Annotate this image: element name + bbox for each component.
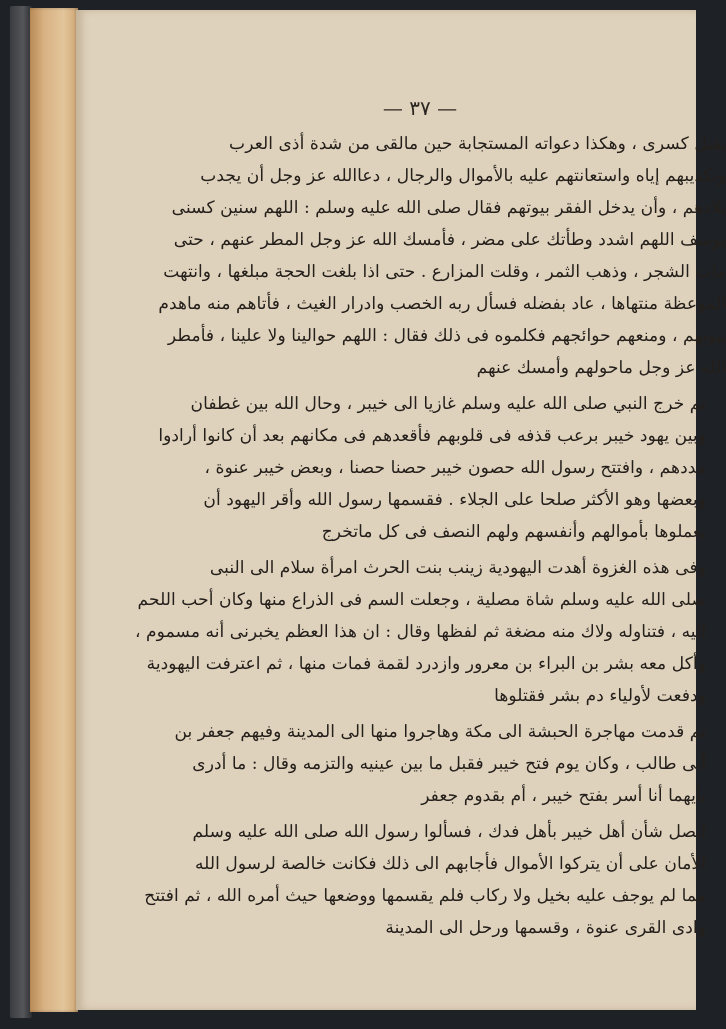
text-line: ثم خرج النبي صلى الله عليه وسلم غازيا الى خيبر ، وحال الله بين غطفان [190,394,706,414]
text-line: وأكل معه بشر بن البراء بن معرور وازدرد لقمة فمات منها ، ثم اعترفت اليهودية [146,654,706,674]
text-line: أبى طالب ، وكان يوم فتح خيبر فقبل ما بين عينيه والتزمه وقال : ما أدرى [192,754,706,774]
page-text [135,128,726,948]
text-line: بيوتهم ، ومنعهم حوائجهم فكلموه فى ذلك فقال : اللهم حوالينا ولا علينا ، فأمطر [167,326,726,346]
paragraph-5 [144,816,726,944]
text-line: الموعظة منتهاها ، عاد بفضله فسأل ربه الخصب وادرار الغيث ، فأتاهم منه ماهدم [158,294,726,314]
text-line: بلادهم ، وأن يدخل الفقر بيوتهم فقال صلى الله عليه وسلم : اللهم سنين كسنى [171,198,726,218]
text-line: بقتل كسرى ، وهكذا دعواته المستجابة حين مالقى من شدة أذى العرب [229,134,726,154]
text-line: وتكذيبهم إياه واستعانتهم عليه بالأموال والرجال ، دعاالله عز وجل أن يجدب [200,166,726,186]
text-line: وفى هذه الغزوة أهدت اليهودية زينب بنت الحرث امرأة سلام الى النبى [209,558,706,578]
page-number: — ٣٧ — [382,96,458,120]
text-line: بأيهما أنا أسر بفتح خيبر ، أم بقدوم جعفر [421,786,706,806]
text-line: مما لم يوجف عليه بخيل ولا ركاب فلم يقسمها ووضعها حيث أمره الله ، ثم افتتح [144,886,706,906]
paragraph-2 [158,388,726,548]
text-line: ودفعت لأولياء دم بشر فقتلوها [494,686,706,706]
text-line: اتصل شأن أهل خيبر بأهل فدك ، فسألوا رسول الله صلى الله عليه وسلم [192,822,706,842]
text-line: اليه ، فتناوله ولاك منه مضغة ثم لفظها وقال : ان هذا العظم يخبرنى أنه مسموم ، [135,622,706,642]
paragraph-3 [135,552,726,712]
text-line: مددهم ، وافتتح رسول الله حصون خيبر حصنا حصنا ، وبعض خيبر عنوة ، [204,458,706,478]
paragraph-1 [158,128,726,384]
book-cover-edge [10,6,32,1018]
page-edges [30,8,78,1012]
text-line: وادى القرى عنوة ، وقسمها ورحل الى المدينة [385,918,706,938]
paragraph-4 [174,716,726,812]
text-line: ثم قدمت مهاجرة الحبشة الى مكة وهاجروا منها الى المدينة وفيهم جعفر بن [174,722,706,742]
text-line: الله عز وجل ماحولهم وأمسك عنهم [476,358,726,378]
text-line: مات الشجر ، وذهب الثمر ، وقلت المزارع . حتى اذا بلغت الحجة مبلغها ، وانتهت [163,262,726,282]
text-line: يعملوها بأموالهم وأنفسهم ولهم النصف فى كل ماتخرج [321,522,706,542]
text-line: الأمان على أن يتركوا الأموال فأجابهم الى ذلك فكانت خالصة لرسول الله [194,854,706,874]
text-line: صلى الله عليه وسلم شاة مصلية ، وجعلت السم فى الذراع منها وكان أحب اللحم [137,590,706,610]
text-line: يوسف اللهم اشدد وطأتك على مضر ، فأمسك الله عز وجل المطر عنهم ، حتى [173,230,726,250]
text-line: وبعضها وهو الأكثر صلحا على الجلاء . فقسمها رسول الله وأقر اليهود أن [203,490,706,510]
text-line: وبين يهود خيبر برعب قذفه فى قلوبهم فأقعدهم فى مكانهم بعد أن كانوا أرادوا [158,426,706,446]
